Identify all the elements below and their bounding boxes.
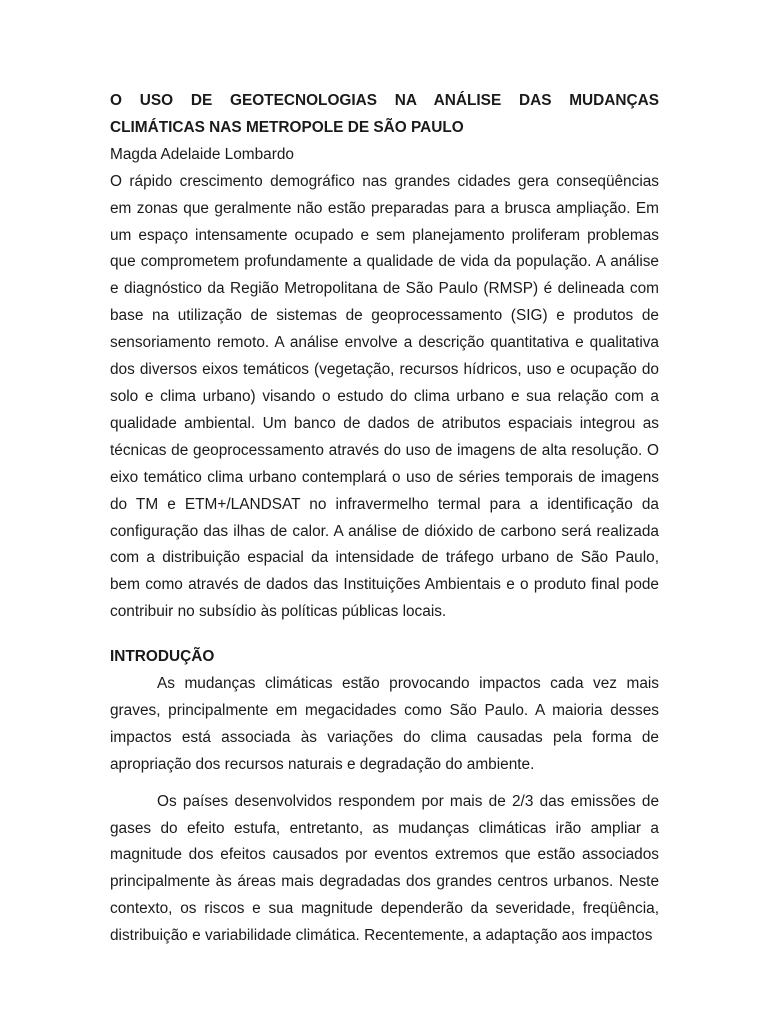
abstract-paragraph: O rápido crescimento demográfico nas grandes cidades gera conseqüências em zonas que geralmente não estão preparadas para a brusca ampliação. Em um espaço intensamente ocupado e sem planejamento proliferam problemas que comprometem profundamente a qualidade de vida da população. A análise e diagnóstico da Região Metropolitana de São Paulo (RMSP) é delineada com base na utilização de sistemas de geoprocessamento (SIG) e produtos de sensoriamento remoto. A análise envolve a descrição quantitativa e qualitativa dos diversos eixos temáticos (vegetação, recursos hídricos, uso e ocupação do solo e clima urbano) visando o estudo do clima urbano e sua relação com a qualidade ambiental. Um banco de dados de atributos espaciais integrou as técnicas de geoprocessamento através do uso de imagens de alta resolução. O eixo temático clima urbano contemplará o uso de séries temporais de imagens do TM e ETM+/LANDSAT no infravermelho termal para a identificação da configuração das ilhas de calor. A análise de dióxido de carbono será realizada com a distribuição espacial da intensidade de tráfego urbano de São Paulo, bem como através de dados das Instituições Ambientais e o produto final pode contribuir no subsídio às políticas públicas locais. [110,172,659,621]
title-line-2: CLIMÁTICAS NAS METROPOLE DE SÃO PAULO [110,118,464,136]
intro-paragraph-2: Os países desenvolvidos respondem por mais de 2/3 das emissões de gases do efeito estufa, entretanto, as mudanças climáticas irão ampliar a magnitude dos efeitos causados por eventos extremos que estão associados principalmente às áreas mais degradadas dos grandes centros urbanos. Neste contexto, os riscos e sua magnitude dependerão da severidade, freqüência, distribuição e variabilidade climática. Recentemente, a adaptação aos impactos [110,792,659,945]
title-line-1: O USO DE GEOTECNOLOGIAS NA ANÁLISE DAS MUDANÇAS [110,92,659,109]
author-name: Magda Adelaide Lombardo [110,145,294,163]
section-heading-introduction: INTRODUÇÃO [110,648,215,666]
document-title [110,88,659,142]
intro-paragraph-1: As mudanças climáticas estão provocando impactos cada vez mais graves, principalmente em megacidades como São Paulo. A maioria desses impactos está associada às variações do clima causadas pela forma de apropriação dos recursos naturais e degradação do ambiente. [110,675,659,773]
document-page [110,88,659,950]
